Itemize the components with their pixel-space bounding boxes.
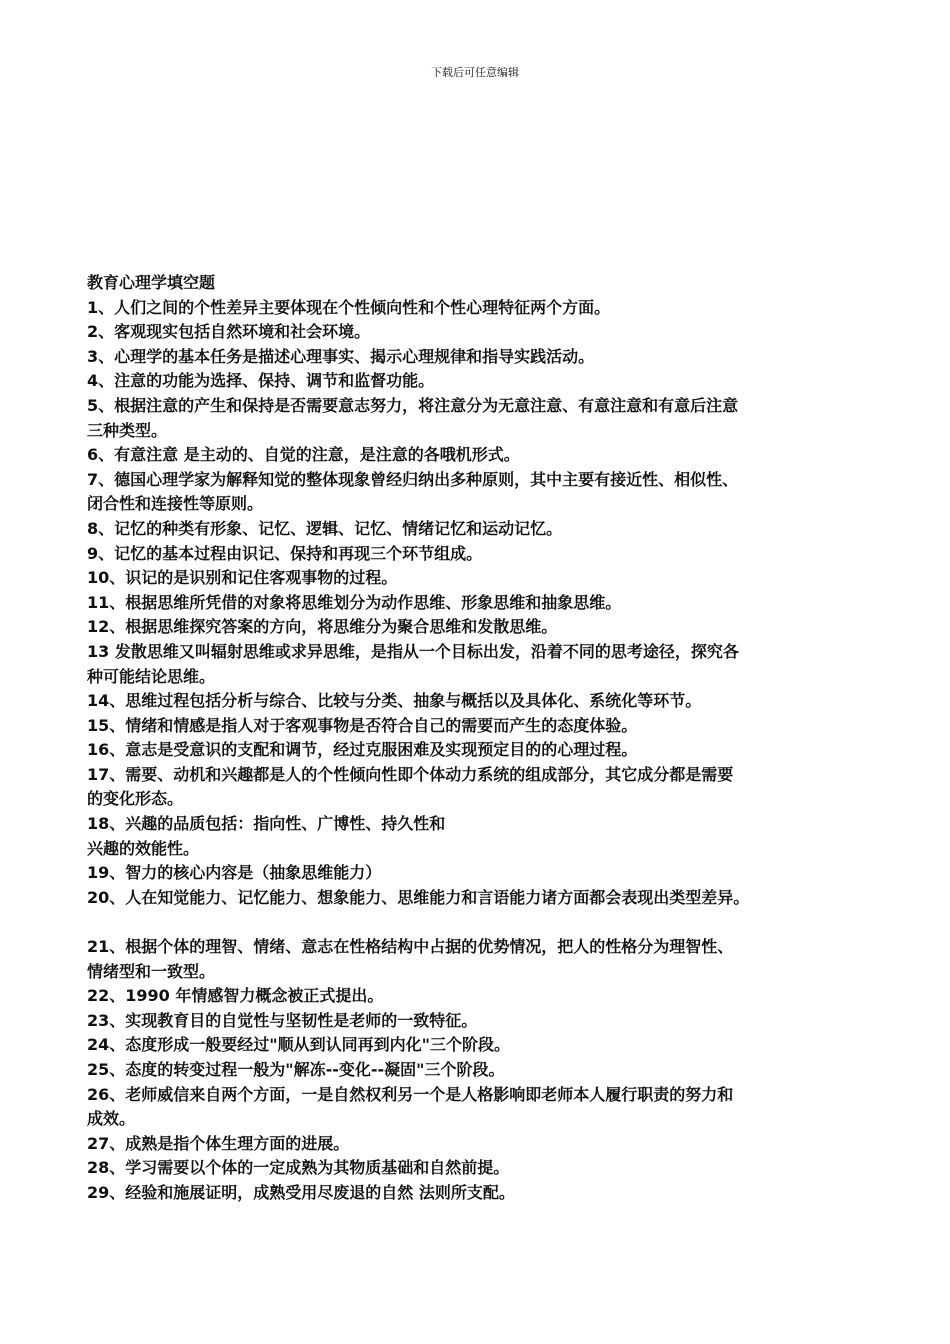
document-line: 闭合性和连接性等原则。 — [87, 494, 264, 514]
document-line: 24、态度形成一般要经过"顺从到认同再到内化"三个阶段。 — [87, 1035, 510, 1055]
document-line: 兴趣的效能性。 — [87, 838, 200, 858]
document-line: 29、经验和施展证明，成熟受用尽废退的自然 法则所支配。 — [87, 1182, 515, 1202]
document-line: 3、心理学的基本任务是描述心理事实、揭示心理规律和指导实践活动。 — [87, 346, 595, 366]
document-line: 17、需要、动机和兴趣都是人的个性倾向性即个体动力系统的组成部分，其它成分都是需要 — [87, 764, 734, 784]
document-line: 5、根据注意的产生和保持是否需要意志努力，将注意分为无意注意、有意注意和有意后注意 — [87, 395, 739, 415]
document-line: 18、兴趣的品质包括：指向性、广博性、持久性和 — [87, 814, 446, 834]
document-line: 情绪型和一致型。 — [87, 961, 216, 981]
document-line: 种可能结论思维。 — [87, 666, 216, 686]
document-line: 16、意志是受意识的支配和调节，经过克服困难及实现预定目的的心理过程。 — [87, 740, 638, 760]
document-line: 9、记忆的基本过程由识记、保持和再现三个环节组成。 — [87, 543, 483, 563]
document-line: 12、根据思维探究答案的方向，将思维分为聚合思维和发散思维。 — [87, 617, 558, 637]
document-line: 成效。 — [87, 1109, 136, 1129]
document-line: 的变化形态。 — [87, 789, 184, 809]
document-body — [87, 271, 877, 1206]
document-line: 26、老师威信来自两个方面，一是自然权利另一个是人格影响即老师本人履行职责的努力和 — [87, 1084, 734, 1104]
document-line: 21、根据个体的理智、情绪、意志在性格结构中占据的优势情况，把人的性格分为理智性、 — [87, 937, 734, 957]
document-line: 11、根据思维所凭借的对象将思维划分为动作思维、形象思维和抽象思维。 — [87, 592, 622, 612]
document-line: 10、识记的是识别和记住客观事物的过程。 — [87, 568, 398, 588]
document-line: 27、成熟是指个体生理方面的进展。 — [87, 1133, 350, 1153]
document-line: 25、态度的转变过程一般为"解冻--变化--凝固"三个阶段。 — [87, 1060, 505, 1079]
document-line: 23、实现教育目的自觉性与坚韧性是老师的一致特征。 — [87, 1010, 478, 1030]
document-line: 28、学习需要以个体的一定成熟为其物质基础和自然前提。 — [87, 1158, 510, 1178]
document-line: 8、记忆的种类有形象、记忆、逻辑、记忆、情绪记忆和运动记忆。 — [87, 518, 563, 538]
document-line: 1、人们之间的个性差异主要体现在个性倾向性和个性心理特征两个方面。 — [87, 297, 611, 317]
document-line: 三种类型。 — [87, 420, 168, 440]
document-line: 6、有意注意 是主动的、自觉的注意，是注意的各哦机形式。 — [87, 445, 520, 465]
document-line: 19、智力的核心内容是（抽象思维能力） — [87, 863, 382, 883]
document-line: 22、1990 年情感智力概念被正式提出。 — [87, 986, 384, 1006]
document-line: 4、注意的功能为选择、保持、调节和监督功能。 — [87, 371, 435, 391]
document-title: 教育心理学填空题 — [87, 273, 216, 292]
page-header-note: 下载后可任意编辑 — [431, 66, 519, 79]
blank-line — [87, 910, 877, 935]
document-line: 2、客观现实包括自然环境和社会环境。 — [87, 322, 371, 342]
document-lines — [87, 296, 877, 1206]
document-line: 7、德国心理学家为解释知觉的整体现象曾经归纳出多种原则，其中主要有接近性、相似性、 — [87, 469, 739, 489]
document-line: 15、情绪和情感是指人对于客观事物是否符合自己的需要而产生的态度体验。 — [87, 715, 638, 735]
document-line: 14、思维过程包括分析与综合、比较与分类、抽象与概括以及具体化、系统化等环节。 — [87, 691, 702, 711]
document-line: 20、人在知觉能力、记忆能力、想象能力、思维能力和言语能力诸方面都会表现出类型差异。 — [87, 887, 750, 907]
document-line: 13 发散思维又叫辐射思维或求异思维，是指从一个目标出发，沿着不同的思考途径，探究各 — [87, 641, 739, 661]
